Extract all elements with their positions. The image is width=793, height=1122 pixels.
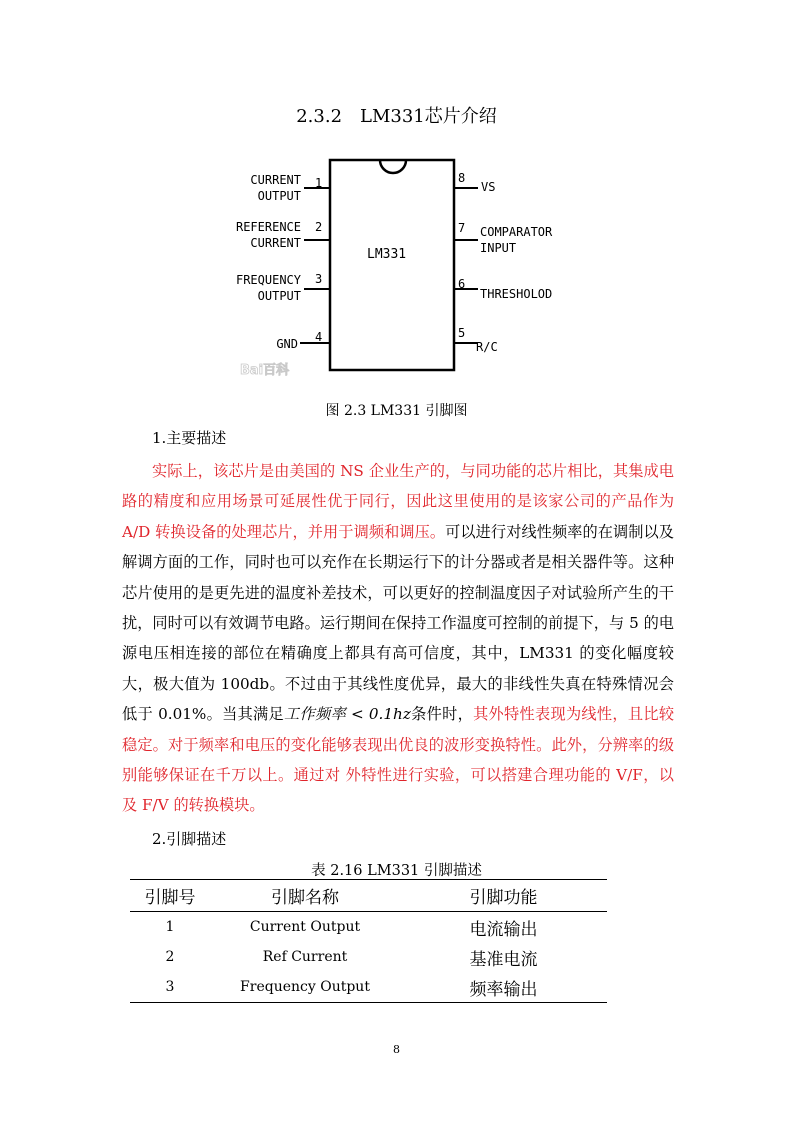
table-row <box>130 912 607 943</box>
chip-name: LM331 <box>367 247 407 262</box>
table-caption: 表 2.16 LM331 引脚描述 <box>311 863 482 879</box>
pin-3-number: 3 <box>315 272 323 286</box>
header-pin-function: 引脚功能 <box>400 880 607 912</box>
cell-pin-name: Ref Current <box>262 949 348 965</box>
para-red-2: 其外特性表现为线性，且比较稳定。对于频率和电压的变化能够表现出优良的波形变换特性。此外，分辨率的级别能够保证在千万以上。通过对 外特性进行实验，可以搭建合理功能的 V/F，以及 F/V 的转换模块。 <box>122 705 675 815</box>
pin-5-label: R/C <box>476 340 498 354</box>
page-number: 8 <box>393 1043 400 1056</box>
chip-notch <box>380 160 406 173</box>
pin-3-label-line2: OUTPUT <box>257 289 301 303</box>
header-pin-number: 引脚号 <box>130 880 210 912</box>
pinout-diagram <box>0 150 793 390</box>
pin-6-label: THRESHOLOD <box>480 287 553 301</box>
heading-main-description: 1.主要描述 <box>152 429 227 447</box>
cell-pin-number: 3 <box>130 972 210 1003</box>
pin-6-number: 6 <box>458 277 466 291</box>
section-title: 2.3.2 LM331芯片介绍 <box>296 106 497 127</box>
cell-pin-name: Frequency Output <box>210 972 400 1003</box>
cell-pin-function: 基准电流 <box>469 949 538 970</box>
table-row <box>130 942 607 972</box>
pin-1-label-line2: OUTPUT <box>257 189 301 203</box>
table-header-row <box>130 880 607 912</box>
description-paragraph <box>122 456 674 821</box>
pin-7-number: 7 <box>458 221 466 235</box>
pin-table <box>130 879 607 1003</box>
para-red-1: 实际上，该芯片是由美国的 NS 企业生产的，与同功能的芯片相比，其集成电路的精度和应用场景可延展性优于同行，因此这里使用的是该家公司的产品作为 A/D 转换设备的处理芯片，并用于调频和调压。 <box>122 462 674 541</box>
figure-caption: 图 2.3 LM331 引脚图 <box>325 403 468 419</box>
pin-7-label-line1: COMPARATOR <box>480 225 553 239</box>
pin-5-number: 5 <box>458 326 466 340</box>
cell-pin-function: 电流输出 <box>469 919 538 940</box>
pin-7-label-line2: INPUT <box>480 241 517 255</box>
pin-2-label-line2: CURRENT <box>250 236 301 250</box>
pin-4-number: 4 <box>315 330 323 344</box>
pin-8-label: VS <box>481 180 496 194</box>
pin-4-label: GND <box>276 337 298 351</box>
heading-pin-description: 2.引脚描述 <box>152 830 227 848</box>
cell-pin-name: Current Output <box>249 919 361 935</box>
pin-3-label-line1: FREQUENCY <box>235 273 301 287</box>
chip-body <box>330 160 454 370</box>
pin-2-label-line1: REFERENCE <box>235 220 301 234</box>
cell-pin-number: 1 <box>165 919 175 935</box>
header-pin-name: 引脚名称 <box>210 880 400 912</box>
pin-2-number: 2 <box>315 220 323 234</box>
pin-1-number: 1 <box>315 176 323 190</box>
table-row <box>130 972 607 1003</box>
cell-pin-function: 频率输出 <box>400 972 607 1003</box>
para-condition: 工作频率 < 0.1hz <box>284 705 411 724</box>
para-black-2: 条件时， <box>410 705 474 724</box>
watermark-logo: Bai百科 <box>240 363 290 378</box>
cell-pin-number: 2 <box>165 949 175 965</box>
pin-1-label-line1: CURRENT <box>250 173 301 187</box>
pin-8-number: 8 <box>458 171 466 185</box>
para-black-1: 可以进行对线性频率的在调制以及解调方面的工作，同时也可以充作在长期运行下的计分器或者是相关器件等。这种芯片使用的是更先进的温度补差技术，可以更好的控制温度因子对试验所产生的干扰，同时可以有效调节电路。运行期间在保持工作温度可控制的前提下，与 5 的电源电压相连接的部位在精确度上都具有高可信度，其中，LM331 的变化幅度较大，极大值为 100db。不过由于其线性度优异，最大的非线性失真在特殊情况会低于 0.01%。当其满足 <box>122 522 674 724</box>
